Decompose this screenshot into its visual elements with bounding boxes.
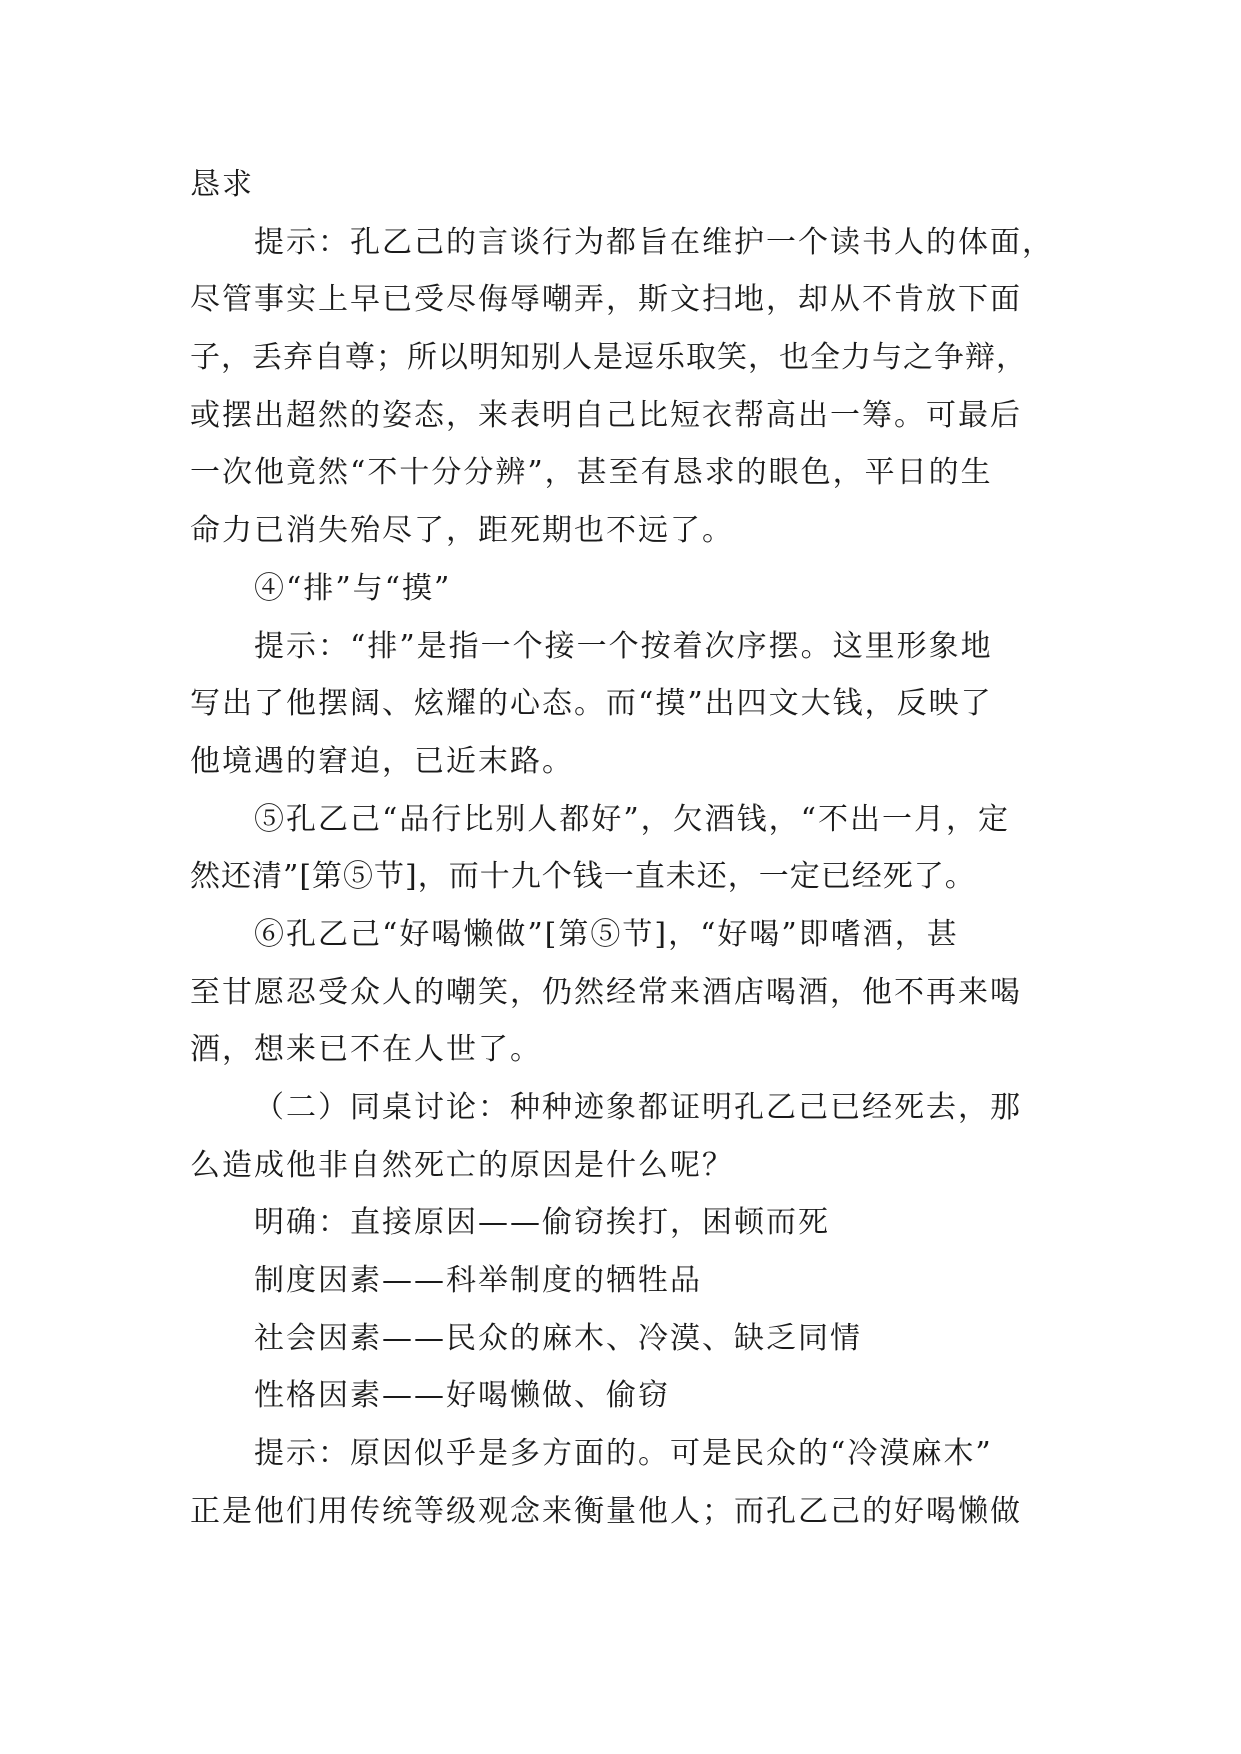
paragraph-line: ⑥孔乙己“好喝懒做”[第⑤节]，“好喝”即嗜酒，甚	[254, 916, 959, 952]
paragraph-line: 然还清”[第⑤节]，而十九个钱一直未还，一定已经死了。	[190, 859, 976, 895]
paragraph-line: 提示：孔乙己的言谈行为都旨在维护一个读书人的体面，	[254, 224, 1054, 260]
paragraph-line: 恳求	[190, 167, 254, 202]
paragraph-line: 制度因素——科举制度的牺牲品	[254, 1263, 702, 1299]
paragraph-line: 社会因素——民众的麻木、冷漠、缺乏同情	[254, 1320, 862, 1356]
paragraph-line: 么造成他非自然死亡的原因是什么呢？	[190, 1147, 734, 1183]
paragraph-line: 一次他竟然“不十分分辨”，甚至有恳求的眼色，平日的生	[190, 455, 993, 491]
paragraph-line: 命力已消失殆尽了，距死期也不远了。	[190, 513, 734, 549]
paragraph-line: 性格因素——好喝懒做、偷窃	[254, 1378, 670, 1414]
paragraph-line: 正是他们用传统等级观念来衡量他人；而孔乙己的好喝懒做	[190, 1493, 1022, 1529]
paragraph-line: ⑤孔乙己“品行比别人都好”，欠酒钱，“不出一月，定	[254, 801, 1011, 837]
paragraph-line: 明确：直接原因——偷窃挨打，困顿而死	[254, 1205, 830, 1241]
paragraph-line: 至甘愿忍受众人的嘲笑，仍然经常来酒店喝酒，他不再来喝	[190, 974, 1022, 1010]
paragraph-line: 提示：原因似乎是多方面的。可是民众的“冷漠麻木”	[254, 1436, 993, 1472]
paragraph-line: 或摆出超然的姿态，来表明自己比短衣帮高出一筹。可最后	[190, 397, 1022, 433]
paragraph-line: 提示：“排”是指一个接一个按着次序摆。这里形象地	[254, 628, 993, 664]
paragraph-line: （二）同桌讨论：种种迹象都证明孔乙己已经死去，那	[254, 1090, 1022, 1125]
paragraph-line: 尽管事实上早已受尽侮辱嘲弄，斯文扫地，却从不肯放下面	[190, 282, 1022, 318]
document-body	[190, 156, 1054, 1541]
paragraph-line: 酒，想来已不在人世了。	[190, 1032, 542, 1068]
paragraph-line: ④“排”与“摸”	[254, 570, 452, 606]
paragraph-line: 写出了他摆阔、炫耀的心态。而“摸”出四文大钱，反映了	[190, 686, 993, 722]
paragraph-line: 他境遇的窘迫，已近末路。	[190, 743, 574, 779]
paragraph-line: 子，丢弃自尊；所以明知别人是逗乐取笑，也全力与之争辩，	[190, 340, 1027, 376]
